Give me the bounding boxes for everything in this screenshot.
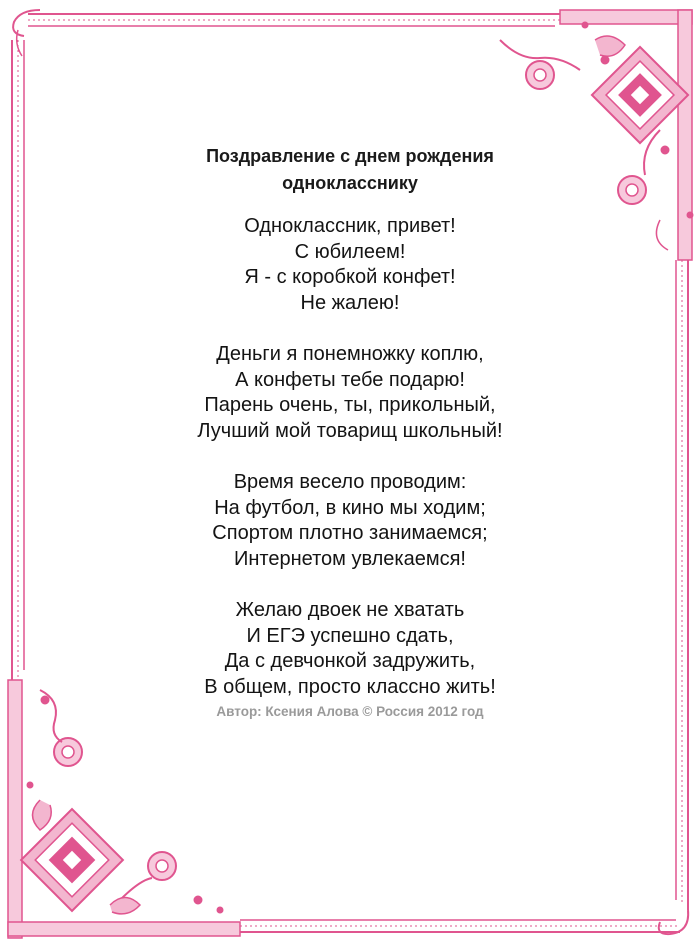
poem-line: Деньги я понемножку коплю, xyxy=(216,343,484,365)
poem-line: Парень очень, ты, прикольный, xyxy=(204,394,496,416)
poem-line: Лучший мой товарищ школьный! xyxy=(197,419,503,442)
poem-line: Спортом плотно занимаемся; xyxy=(212,522,488,544)
poem-title xyxy=(0,143,700,197)
top-border xyxy=(13,10,560,56)
poem-line: Время весело проводим: xyxy=(233,471,467,493)
poem-line: С юбилеем! xyxy=(294,240,406,263)
stanza-2 xyxy=(0,342,700,444)
author-credit: Автор: Ксения Алова © Россия 2012 год xyxy=(216,704,484,719)
bottom-border xyxy=(240,920,680,932)
poem-line: Я - с коробкой конфет! xyxy=(244,266,456,288)
poem-body xyxy=(0,214,700,719)
poem-line: Интернетом увлекаемся! xyxy=(233,547,466,570)
stanza-1 xyxy=(0,214,700,316)
title-line-2: однокласснику xyxy=(282,173,418,193)
poem-content xyxy=(0,143,700,719)
poem-line: И ЕГЭ успешно сдать, xyxy=(246,624,454,647)
poem-line: Одноклассник, привет! xyxy=(244,215,456,237)
poem-line: На футбол, в кино мы ходим; xyxy=(214,496,486,519)
poem-line: Не жалею! xyxy=(300,291,400,314)
poem-line: Желаю двоек не хватать xyxy=(235,599,465,621)
poem-line: В общем, просто классно жить! xyxy=(204,675,496,698)
stanza-3 xyxy=(0,470,700,572)
stanza-4 xyxy=(0,598,700,700)
poem-line: А конфеты тебе подарю! xyxy=(235,368,465,391)
title-line-1: Поздравление с днем рождения xyxy=(206,146,494,166)
poem-line: Да с девчонкой задружить, xyxy=(224,650,476,672)
